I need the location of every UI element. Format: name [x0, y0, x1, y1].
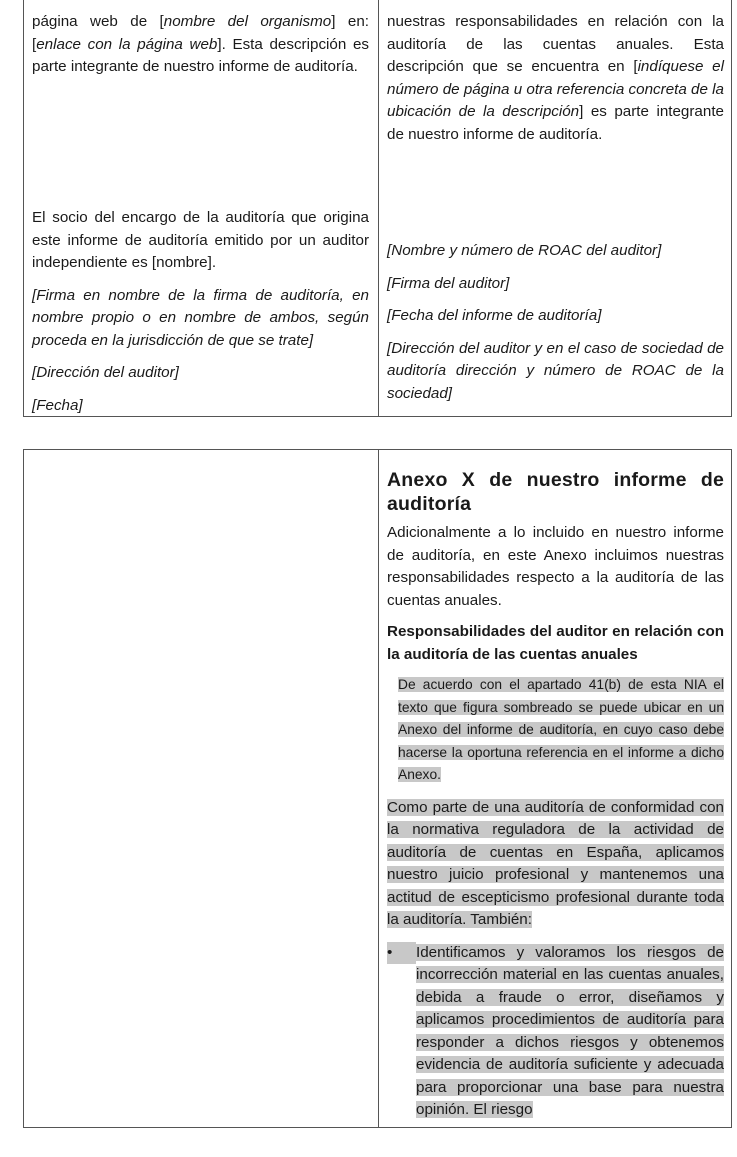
shaded-paragraph: Como parte de una auditoría de conformidad con la normativa reguladora de la actividad de auditoría de cuentas en España, aplicamos nuestro juicio profesional y mantenemos una actitud de escepticismo profesional durante toda la auditoría. También: [387, 798, 724, 928]
direccion-placeholder: [Dirección del auditor] [32, 364, 179, 381]
left-top-cell [32, 11, 369, 79]
direccion-sociedad-placeholder: [Dirección del auditor y en el caso de sociedad de auditoría dirección y número de ROAC de la sociedad] [387, 339, 724, 402]
signature-table [23, 0, 732, 417]
responsibilities-paragraph: nuestras responsabilidades en relación con la auditoría de las cuentas anuales. Esta descripción que se encuentra en [indíquese el número de página u otra referencia concreta de la ubicación de la descripción] es parte integrante de nuestro informe de auditoría. [387, 13, 724, 143]
annex-intro: Adicionalmente a lo incluido en nuestro informe de auditoría, en este Anexo incluimos nuestras responsabilidades respecto a la auditoría de las cuentas anuales. [387, 524, 724, 609]
left-bottom-cell [32, 207, 369, 417]
partner-paragraph: El socio del encargo de la auditoría que origina este informe de auditoría emitido por un auditor independiente es [nombre]. [32, 209, 369, 271]
nombre-roac-placeholder: [Nombre y número de ROAC del auditor] [387, 242, 662, 259]
web-description-paragraph: página web de [nombre del organismo] en: [enlace con la página web]. Esta descripción es parte integrante de nuestro informe de auditoría. [32, 13, 369, 75]
annex-title: Anexo X de nuestro informe de auditoría [387, 469, 724, 515]
fecha-placeholder: [Fecha] [32, 396, 83, 414]
right-top-cell [387, 11, 724, 146]
bullet-marker: • [387, 942, 416, 965]
right-bottom-cell [387, 240, 724, 405]
annex-cell [387, 468, 724, 1122]
annex-table [23, 449, 732, 1128]
firma-auditor-placeholder: [Firma del auditor] [387, 274, 510, 292]
bullet-text: Identificamos y valoramos los riesgos de incorrección material en las cuentas anuales, debida a fraude o error, diseñamos y aplicamos procedimientos de auditoría para responder a dichos riesgos y obtenemos evidencia de auditoría suficiente y adecuada para proporcionar una base para nuestra opinión. El riesgo [416, 943, 724, 1118]
column-divider [378, 0, 379, 416]
annex-subheading: Responsabilidades del auditor en relación con la auditoría de las cuentas anuales [387, 623, 724, 663]
firma-placeholder: [Firma en nombre de la firma de auditoría, en nombre propio o en nombre de ambos, según proceda en la jurisdicción de que se trate] [32, 286, 369, 349]
column-divider [378, 450, 379, 1127]
bullet-item [387, 942, 724, 1122]
fecha-informe-placeholder: [Fecha del informe de auditoría] [387, 307, 602, 324]
shaded-note: De acuerdo con el apartado 41(b) de esta NIA el texto que figura sombreado se puede ubicar en un Anexo del informe de auditoría, en cuyo caso debe hacerse la oportuna referencia en el informe a dicho Anexo. [398, 677, 724, 782]
